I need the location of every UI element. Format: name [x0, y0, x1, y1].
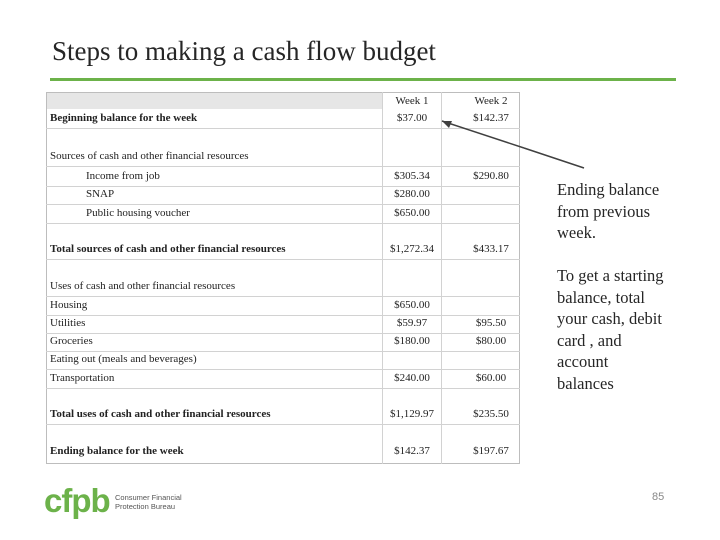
row-label: Ending balance for the week — [50, 445, 184, 457]
row-label: Utilities — [50, 317, 86, 329]
note-line: balances — [557, 373, 614, 393]
row-week-1: $650.00 — [394, 207, 430, 219]
row-week-1: $59.97 — [396, 317, 428, 329]
row-label: Public housing voucher — [86, 207, 190, 219]
starting-balance-note — [557, 265, 664, 394]
row-week-1: $240.00 — [394, 372, 430, 384]
note-line: Ending balance — [557, 180, 660, 199]
row-label: Sources of cash and other financial resources — [50, 150, 249, 162]
arrow-segment — [442, 121, 524, 148]
row-label: Housing — [50, 299, 88, 311]
row-week-1: $37.00 — [396, 112, 428, 124]
note-line: week. — [557, 223, 596, 242]
row-week-1: $142.37 — [394, 445, 430, 457]
row-label: Groceries — [50, 335, 93, 347]
note-line: To get a starting — [557, 266, 664, 285]
row-week-2: $80.00 — [475, 335, 507, 347]
row-week-1: $1,272.34 — [390, 243, 434, 255]
row-week-2: $290.80 — [473, 170, 509, 182]
row-label: Transportation — [50, 372, 115, 384]
row-label: Total uses of cash and other financial resources — [50, 408, 271, 420]
row-week-1: $650.00 — [394, 299, 430, 311]
cfpb-logo-text — [115, 493, 182, 511]
row-label: Total sources of cash and other financial resources — [50, 243, 286, 255]
row-week-1: $305.34 — [394, 170, 430, 182]
row-label: Income from job — [86, 170, 160, 182]
row-week-1: $1,129.97 — [390, 408, 434, 420]
page-number: 85 — [652, 491, 665, 503]
note-line: balance, total — [557, 287, 645, 307]
note-line: your cash, debit — [557, 309, 662, 328]
note-line: card , and — [557, 330, 622, 350]
logo-text-line: Protection Bureau — [115, 502, 176, 511]
row-label: Uses of cash and other financial resources — [50, 280, 236, 292]
row-week-2: $235.50 — [473, 408, 509, 420]
slide-title: Steps to making a cash flow budget — [52, 36, 436, 66]
row-label: SNAP — [86, 188, 115, 200]
row-week-2: $433.17 — [473, 243, 509, 255]
header-week-2: Week 2 — [474, 95, 508, 107]
logo-text-line: Consumer Financial — [115, 493, 182, 502]
row-label: Beginning balance for the week — [50, 112, 198, 124]
note-line: account — [557, 352, 609, 371]
header-week-1: Week 1 — [395, 95, 429, 107]
arrow-segment — [524, 148, 584, 168]
row-week-1: $180.00 — [394, 335, 430, 347]
cfpb-logo: cfpb — [44, 482, 110, 519]
ending-balance-note — [557, 179, 659, 244]
note-line: from previous — [557, 201, 651, 221]
row-week-2: $60.00 — [475, 372, 507, 384]
arrow-head — [442, 121, 452, 128]
row-week-2: $95.50 — [475, 317, 507, 329]
row-week-1: $280.00 — [394, 188, 430, 200]
row-label: Eating out (meals and beverages) — [50, 353, 197, 365]
row-week-2: $142.37 — [473, 112, 509, 124]
row-week-2: $197.67 — [473, 445, 509, 457]
